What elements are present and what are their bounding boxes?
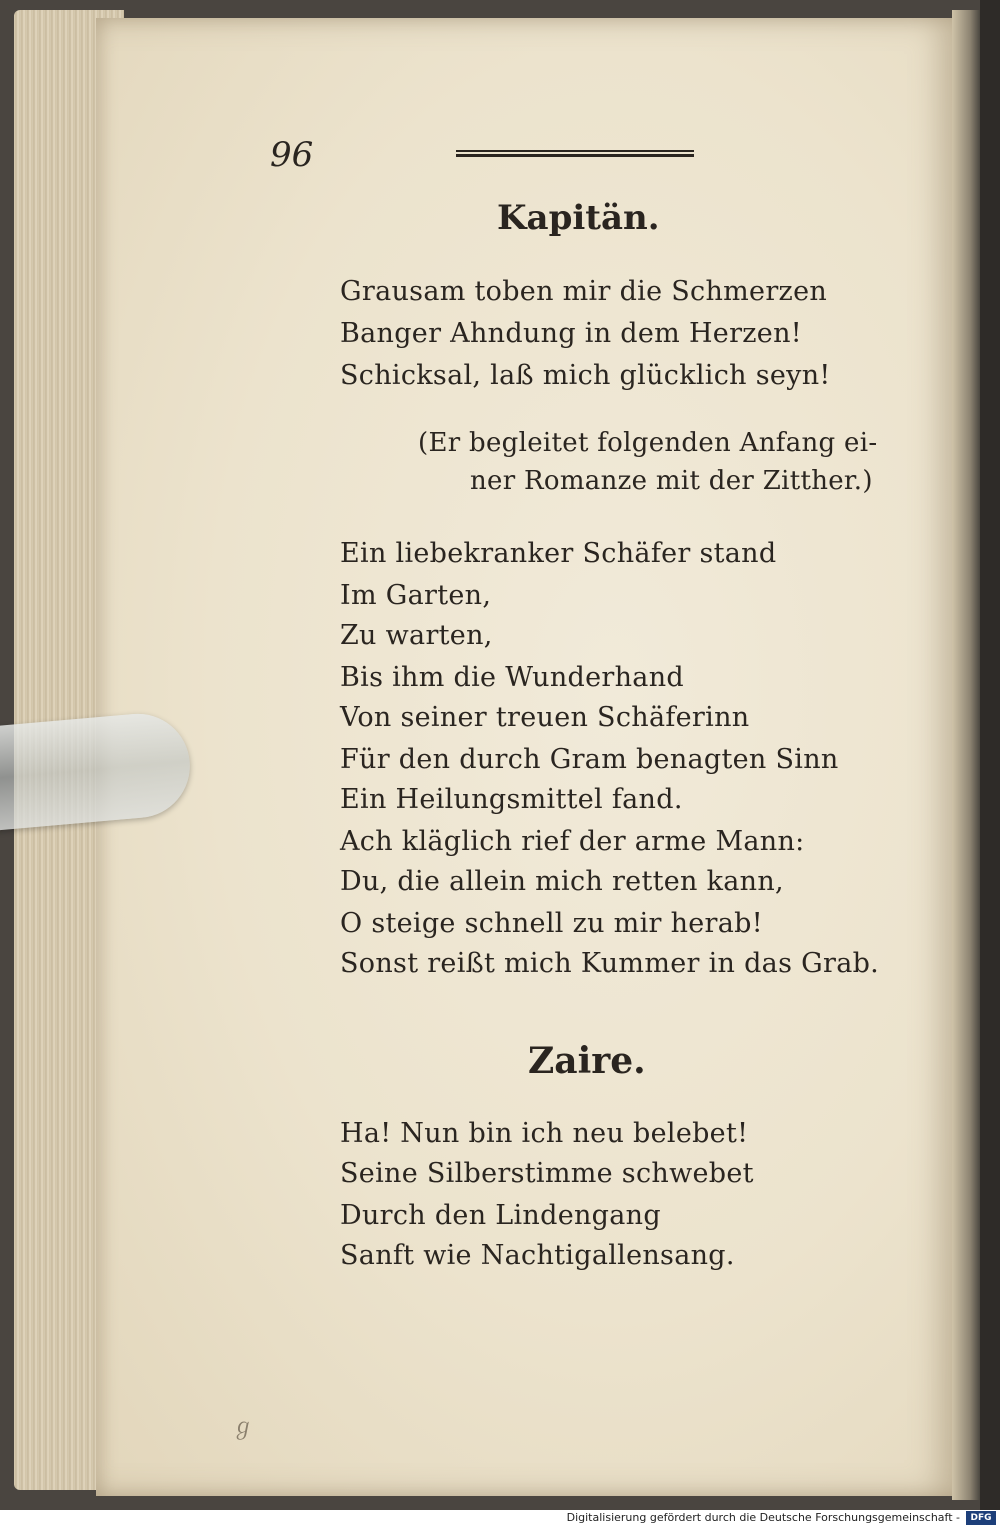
verse-line: Seine Silberstimme schwebet — [340, 1158, 754, 1189]
verse-line: Grausam toben mir die Schmerzen — [340, 276, 828, 307]
romance-line: Du, die allein mich retten kann, — [340, 866, 784, 897]
romance-line: Im Garten, — [340, 580, 492, 611]
footer-bar — [0, 1510, 1000, 1528]
romance-line: Ach kläglich rief der arme Mann: — [340, 826, 805, 857]
page-gutter-shadow — [952, 10, 982, 1500]
verse-line: Durch den Lindengang — [340, 1200, 661, 1231]
romance-line: Bis ihm die Wunderhand — [340, 662, 684, 693]
romance-line: Von seiner treuen Schäferinn — [340, 702, 750, 733]
speaker-heading-kapitan: Kapitän. — [497, 198, 660, 238]
verse-line: Banger Ahndung in dem Herzen! — [340, 318, 802, 349]
verse-line: Ha! Nun bin ich neu belebet! — [340, 1118, 749, 1149]
funding-notice: Digitalisierung gefördert durch die Deutsche Forschungsgemeinschaft - — [566, 1511, 960, 1524]
pencil-mark: ℊ — [232, 1415, 255, 1440]
romance-line: Ein liebekranker Schäfer stand — [340, 538, 777, 569]
romance-line: O steige schnell zu mir herab! — [340, 908, 763, 939]
page-number: 96 — [270, 135, 314, 175]
header-rule — [456, 150, 694, 157]
verse-line: Sanft wie Nachtigallensang. — [340, 1240, 735, 1271]
romance-line: Zu warten, — [340, 620, 493, 651]
dfg-logo: DFG — [966, 1511, 996, 1525]
romance-line: Sonst reißt mich Kummer in das Grab. — [340, 948, 880, 979]
stage-direction-line: (Er begleitet folgenden Anfang ei- — [418, 428, 878, 458]
stage-direction-line: ner Romanze mit der Zitther.) — [470, 466, 873, 496]
speaker-heading-zaire: Zaire. — [528, 1040, 646, 1082]
romance-line: Ein Heilungsmittel fand. — [340, 784, 683, 815]
scan-background-right — [980, 0, 1000, 1510]
verse-line: Schicksal, laß mich glücklich seyn! — [340, 360, 831, 391]
romance-line: Für den durch Gram benagten Sinn — [340, 744, 839, 775]
